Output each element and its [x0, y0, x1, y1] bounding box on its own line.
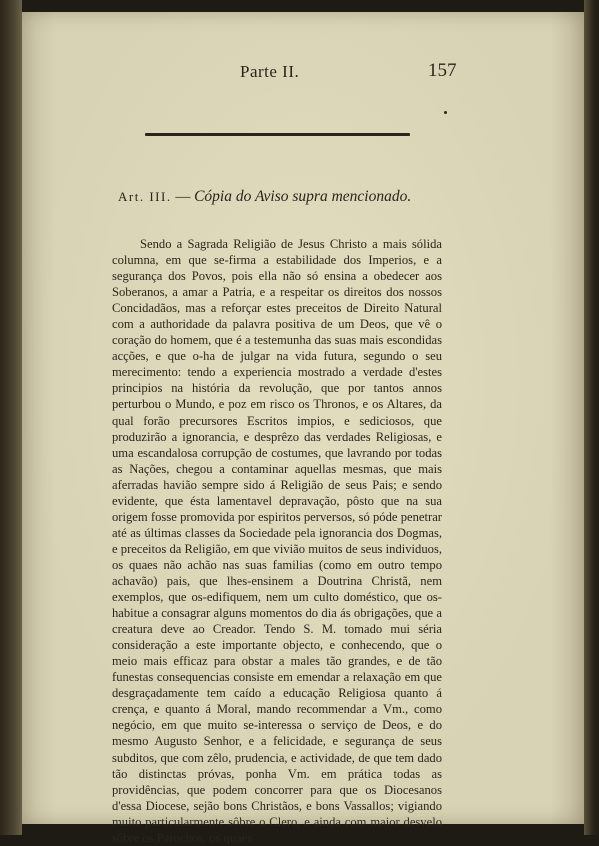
page-number: 157 — [428, 60, 457, 81]
body-paragraph: Sendo a Sagrada Religião de Jesus Christo a mais sólida columna, em que se-firma a estabilidade dos Imperios, e a segurança dos Povos, pois ella não só ensina a obedecer aos Soberanos, a amar a Patria, e a respeitar os direitos dos nossos Concidadãos, mas a reforçar estes preceitos de Direito Natural com a authoridade da palavra positiva de um Deos, que vê o coração do homem, que é a testemunha das suas mais escondidas acções, e que o-ha de julgar na vida futura, segundo o seu merecimento: tendo a experiencia mostrado a verdade d'estes principios na história da revolução, que por tantos annos perturbou o Mundo, e poz em risco os Thronos, e os Altares, da qual forão precursores Escritos impios, e sediciosos, que produzirão a ignorancia, e desprêzo das verdades Religiosas, e uma escandalosa corrupção de costumes, que lavrando por todas as Nações, chegou a contaminar aquellas mesmas, que mais aferradas havião sempre sido á Religião de seus Pais; e sendo evidente, que ésta lamentavel depravação, pôsto que na sua origem fosse promovida por espiritos perversos, só póde penetrar até as últimas classes da Sociedade pela ignorancia dos Dogmas, e preceitos da Religião, em que vivião muitos de seus individuos, os quaes não achão nas suas familias (como em outro tempo achavão) pais, que lhes-ensinem a Doutrina Christã, nem exemplos, que os-edifiquem, nem um culto doméstico, que os-habitue a consagrar alguns momentos do dia ás obrigações, que a creatura deve ao Creador. Tendo S. M. tomado mui séria consideração a este importante objecto, e conhecendo, que o meio mais efficaz para obstar a males tão grandes, e de tão funestas consequencias consiste em emendar a relaxação em que desgraçadamente tem caído a educação Religiosa quanto á crença, e quanto á Moral, mando recommendar a Vm., como negócio, em que muito se-interessa o serviço de Deos, e do mesmo Augusto Senhor, e a felicidade, e segurança de seus subditos, que com zêlo, prudencia, e actividade, de que tem dado tão distinctas próvas, ponha Vm. em prática todas as providências, que podem concorrer para que os Diocesanos d'essa Diocese, sejão bons Christãos, e bons Vassallos; vigiando muito particularmente sôbre o Clero, e ainda com maior desvelo sôbre os Parochos, os quaes — [112, 237, 442, 845]
header-rule — [145, 133, 410, 136]
article-dash: — — [175, 189, 191, 205]
running-title: Parte II. — [240, 62, 300, 81]
ink-speck — [444, 111, 447, 114]
book-edge-right — [584, 0, 599, 835]
article-heading — [118, 188, 411, 206]
article-title: Cópia do Aviso supra mencionado. — [194, 188, 412, 205]
article-label: Art. III. — [118, 189, 172, 204]
book-gutter-left — [0, 0, 22, 835]
